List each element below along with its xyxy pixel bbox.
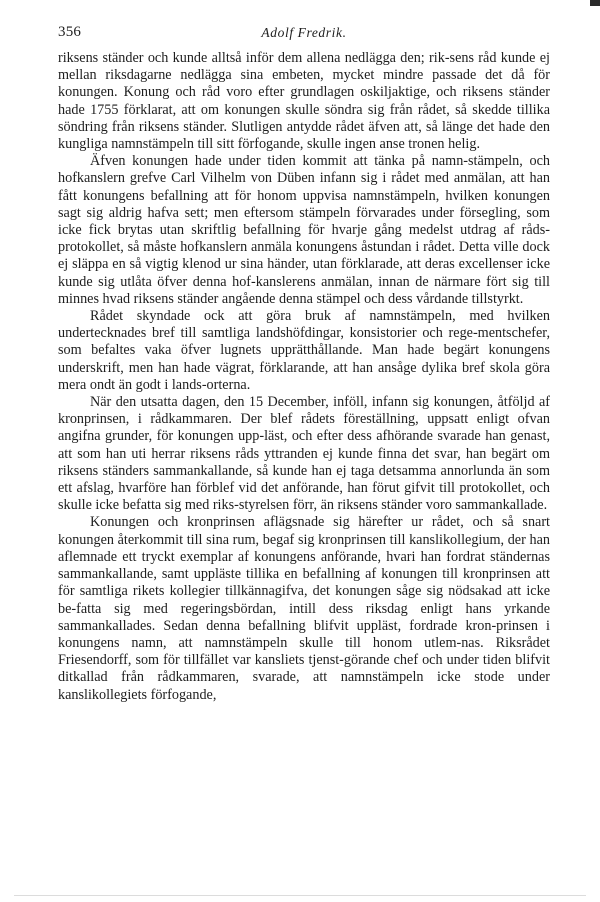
- paragraph-3: Rådet skyndade ock att göra bruk af namnstämpeln, med hvilken undertecknades bref till samtliga landshöfdingar, konsistorier och rege-mentschefer, som befaltes vaka öfver lugnets upprätthållande. Man hade begärt konungens underskrift, men han hade vägrat, förklarande, att han ansåge dylika bref skola göra mera ondt än godt i lands-orterna.: [58, 308, 550, 393]
- body-text: [58, 50, 550, 704]
- scan-corner-mark: [590, 0, 600, 6]
- paragraph-5: Konungen och kronprinsen aflägsnade sig härefter ur rådet, och så snart konungen återkommit till sina rum, begaf sig kronprinsen till kanslikollegium, der han aflemnade ett tryckt exemplar af konungens anförande, hvari han fordrat ständernas sammankallande, samt uppläste tillika en befallning af konungen till kronprinsen att för samtliga rikets kollegier tillkännagifva, det konungen såge sig nödsakad att icke be-fatta sig med regeringsbördan, intill dess riksdag enligt hans yrkande sammankallades. Sedan denna befallning blifvit uppläst, fordrade kron-prinsen i konungens namn, att namnstämpeln skulle till honom utlem-nas. Riksrådet Friesendorff, som för tillfället var kansliets tjenst-görande chef och under tiden blifvit ditkallad från rådkammaren, svarade, att namnstämpeln icke stode under kanslikollegiets förfogande,: [58, 514, 550, 703]
- running-title: Adolf Fredrik.: [261, 25, 347, 40]
- page-header: [58, 24, 550, 46]
- paragraph-4: När den utsatta dagen, den 15 December, inföll, infann sig konungen, åtföljd af kronprinsen, i rådkammaren. Der blef rådets föreställning, uppsatt enligt ofvan angifna grunder, för konungen upp-läst, och efter dess afhörande svarade han genast, att som han uti herrar riksens råds yttranden ej kunde finna det svar, han begärt om riksens ständers sammankallande, så kunde han ej taga detsamma annorlunda än som ett afslag, hvarföre han förblef vid det anförande, han förut gifvit till protokollet, och skulle icke befatta sig med riks-styrelsen förr, än riksens ständer voro sammankallade.: [58, 394, 550, 514]
- scan-bottom-edge: [14, 895, 586, 896]
- page-number: 356: [58, 24, 82, 40]
- paragraph-2: Äfven konungen hade under tiden kommit att tänka på namn-stämpeln, och hofkanslern grefve Carl Vilhelm von Düben infann sig i rådet med anmälan, att han fått konungens befallning att för honom uppvisa namnstämpeln, hvilken konungen sagt sig aldrig hafva sett; men eftersom stämpeln förvarades under försegling, som icke fick brytas utan skriftlig befallning för hvarje gång medelst utdrag af råds-protokollet, så måste hofkanslern anmäla konungens åstundan i rådet. Detta ville dock ej släppa en så vigtig klenod ur sina händer, utan förklarade, att deras excellenser icke kunde sig utlåta öfver denna hof-kanslerens anmälan, innan de närmare fört sig till minnes hvad riksens ständer angående denna stämpel och dess vårdande tillstyrkt.: [58, 153, 550, 307]
- paragraph-1: riksens ständer och kunde alltså inför dem allena nedlägga den; rik-sens råd kunde ej mellan riksdagarne nedlägga sina embeten, mycket mindre passade det då för konungen. Konung och råd voro efter grundlagen oskiljaktige, och riksens ständer hade 1755 förklarat, att om konungen skulle söndra sig från rådet, så skedde tillika söndring från riksens ständer. Slutligen antydde rådet äfven att, så länge det hade den kungliga namnstämpeln till sitt förfogande, skulle ingen anse tronen helig.: [58, 50, 550, 153]
